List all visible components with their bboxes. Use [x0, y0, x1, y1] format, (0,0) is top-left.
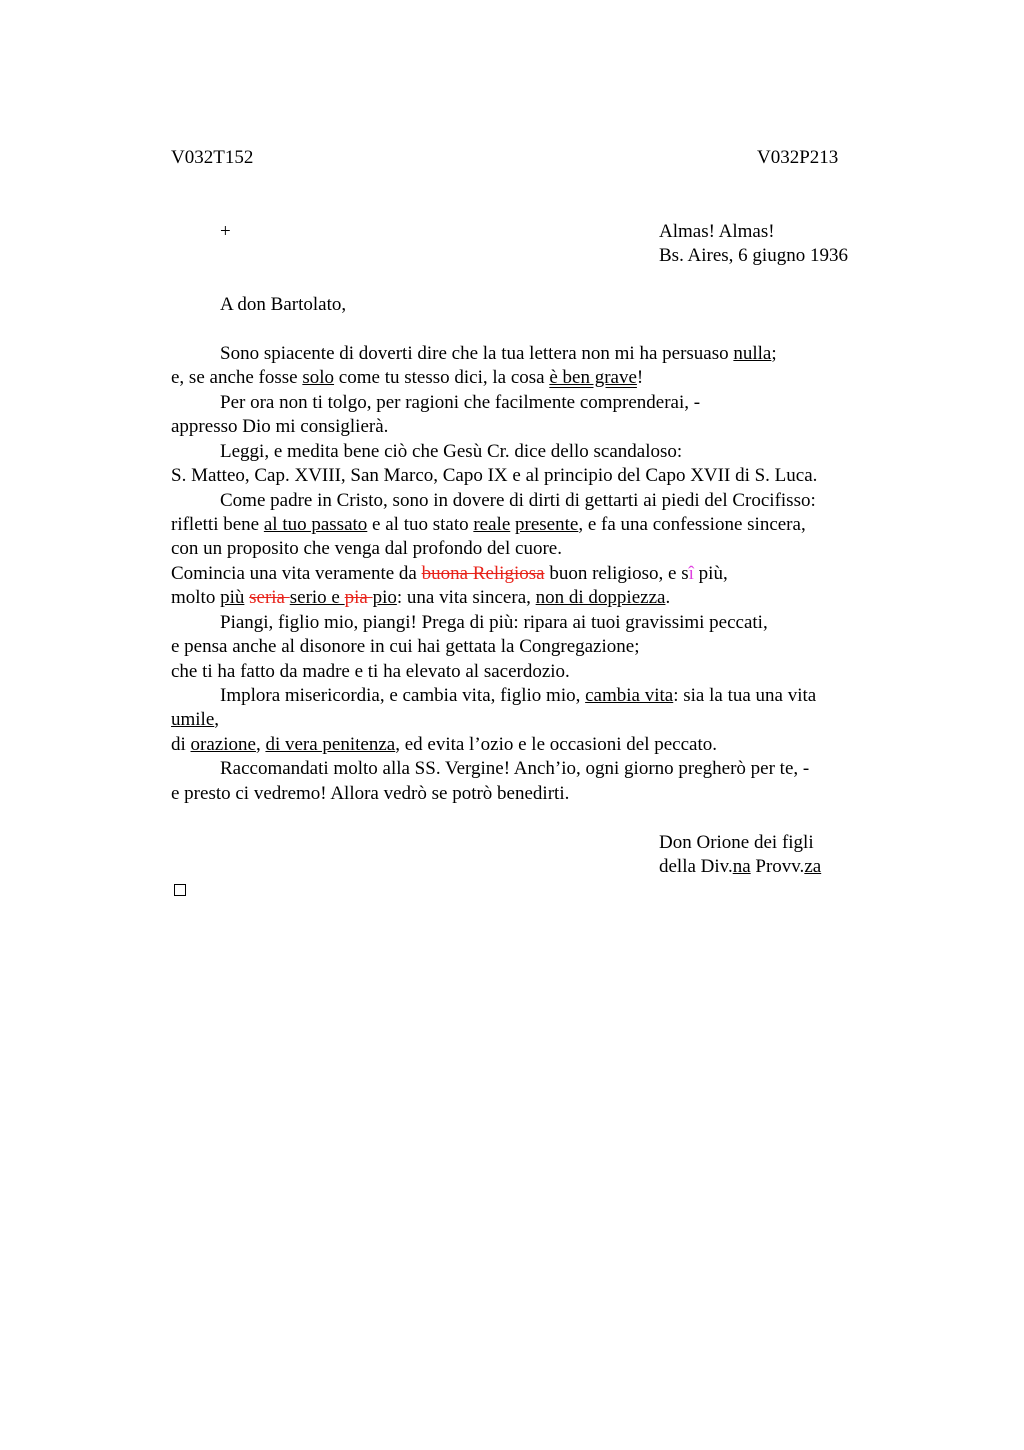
body-line-15: Implora misericordia, e cambia vita, figlio mio, cambia vita: sia la tua una vita [220, 685, 817, 706]
body-line-18: Raccomandati molto alla SS. Vergine! Anch’io, ogni giorno pregherò per te, - [220, 758, 810, 779]
body-line-9: con un proposito che venga dal profondo del cuore. [171, 538, 562, 559]
motto: Almas! Almas! [659, 221, 775, 242]
body-line-8: rifletti bene al tuo passato e al tuo stato reale presente, e fa una confessione sincera, [171, 514, 806, 535]
body-line-4: appresso Dio mi consiglierà. [171, 416, 389, 437]
body-line-14: che ti ha fatto da madre e ti ha elevato al sacerdozio. [171, 661, 570, 682]
deleted-text: seria [249, 587, 290, 608]
body-line-16: umile, [171, 709, 220, 730]
body-line-10: Comincia una vita veramente da buona Religiosa buon religioso, e sî più, [171, 563, 728, 584]
body-line-19: e presto ci vedremo! Allora vedrò se potrò benedirti. [171, 783, 570, 804]
signature-line-1: Don Orione dei figli [659, 832, 814, 853]
body-line-11: molto più seria serio e pia pio: una vita sincera, non di doppiezza. [171, 587, 671, 608]
body-line-6: S. Matteo, Cap. XVIII, San Marco, Capo IX e al principio del Capo XVII di S. Luca. [171, 465, 818, 486]
deleted-text: pia [344, 587, 373, 608]
body-line-2: e, se anche fosse solo come tu stesso dici, la cosa è ben grave! [171, 367, 644, 388]
body-line-3: Per ora non ti tolgo, per ragioni che facilmente comprenderai, - [220, 392, 701, 413]
document-code-left: V032T152 [171, 147, 254, 168]
place-date: Bs. Aires, 6 giugno 1936 [659, 245, 848, 266]
deleted-text: buona Religiosa [421, 563, 545, 584]
signature-line-2: della Div.na Provv.za [659, 856, 822, 877]
cross-symbol: + [220, 221, 231, 242]
inserted-text: î [688, 563, 694, 584]
body-line-1: Sono spiacente di doverti dire che la tua lettera non mi ha persuaso nulla; [220, 343, 777, 364]
body-line-5: Leggi, e medita bene ciò che Gesù Cr. dice dello scandaloso: [220, 441, 683, 462]
salutation: A don Bartolato, [220, 294, 347, 315]
end-box-icon [174, 884, 186, 896]
document-code-right: V032P213 [757, 147, 839, 168]
body-line-12: Piangi, figlio mio, piangi! Prega di più: ripara ai tuoi gravissimi peccati, [220, 612, 768, 633]
body-line-17: di orazione, di vera penitenza, ed evita l’ozio e le occasioni del peccato. [171, 734, 717, 755]
body-line-7: Come padre in Cristo, sono in dovere di dirti di gettarti ai piedi del Crocifisso: [220, 490, 816, 511]
body-line-13: e pensa anche al disonore in cui hai gettata la Congregazione; [171, 636, 640, 657]
